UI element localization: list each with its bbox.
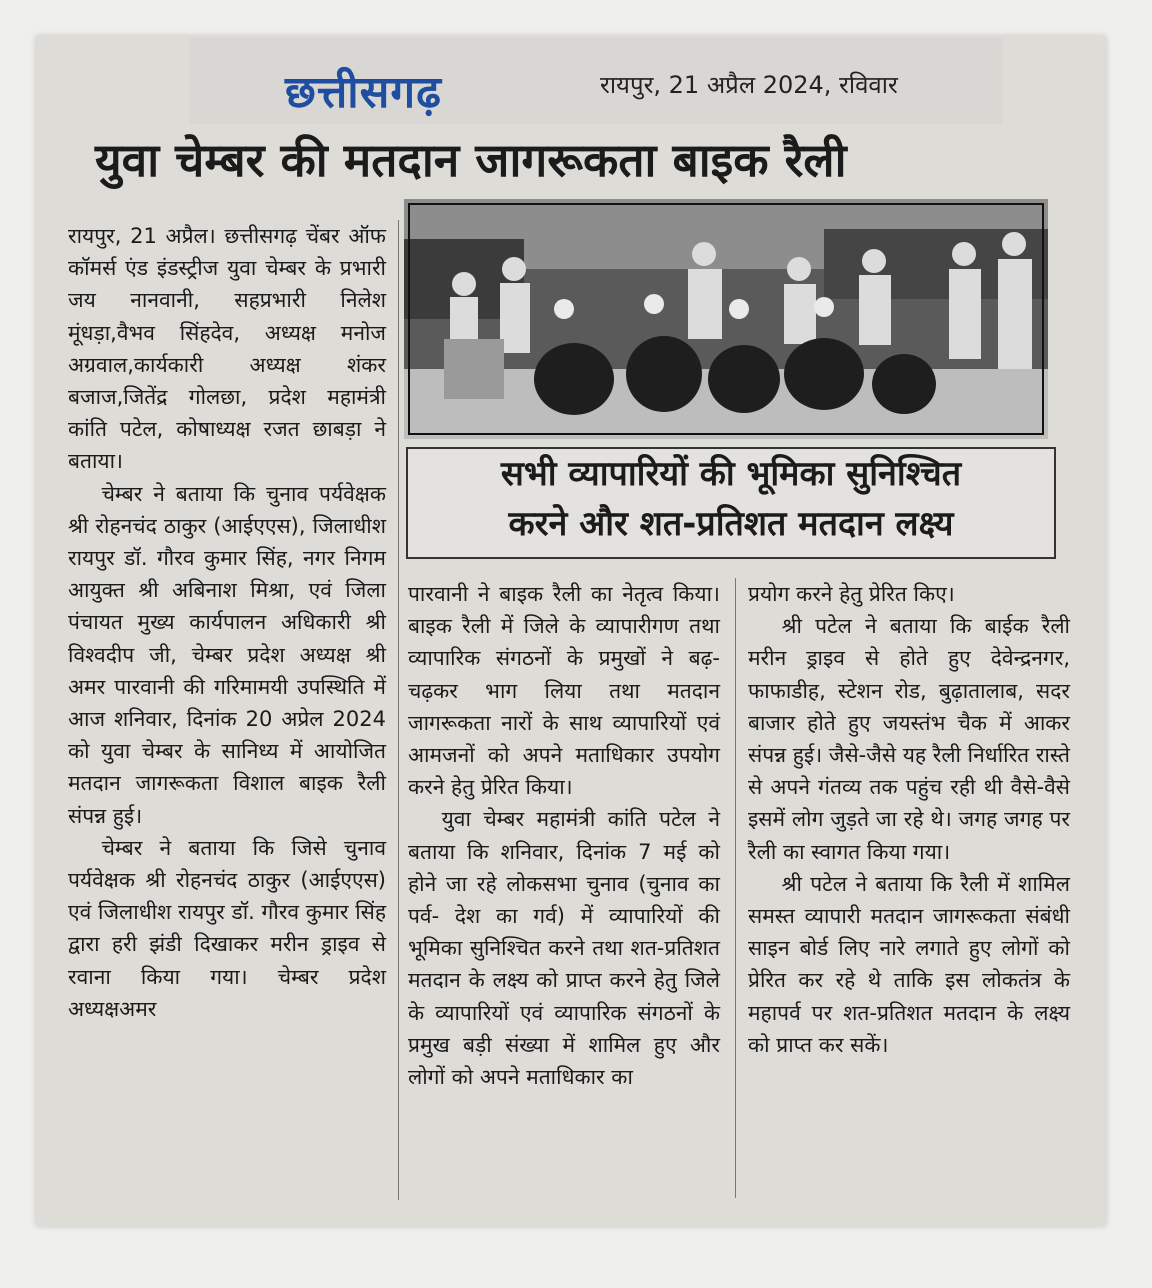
rally-photo-image bbox=[404, 199, 1048, 439]
article-column-3 bbox=[748, 578, 1070, 1061]
paragraph: पारवानी ने बाइक रैली का नेतृत्व किया। बाइक रैली में जिले के व्यापारीगण तथा व्यापारिक संगठनों के प्रमुखों ने बढ़-चढ़कर भाग लिया तथा मतदान जागरूकता नारों के साथ व्यापारियों एवं आमजनों को अपने मताधिकार उपयोग करने हेतु प्रेरित किया। bbox=[408, 582, 720, 800]
paragraph: चेम्बर ने बताया कि चुनाव पर्यवेक्षक श्री रोहनचंद ठाकुर (आईएएस), जिलाधीश रायपुर डॉ. गौरव कुमार सिंह, नगर निगम आयुक्त श्री अबिनाश मिश्रा, एवं जिला पंचायत मुख्य कार्यपालन अधिकारी श्री विश्वदीप जी, चेम्बर प्रदेश अध्यक्ष श्री अमर पारवानी की गरिमामयी उपस्थिति में आज शनिवार, दिनांक 20 अप्रेल 2024 को युवा चेम्बर के सानिध्य में आयोजित मतदान जागरूकता विशाल बाइक रैली संपन्न हुई। bbox=[68, 481, 386, 828]
article-column-2 bbox=[408, 578, 720, 1093]
paragraph: श्री पटेल ने बताया कि रैली में शामिल समस्त व्यापारी मतदान जागरूकता संबंधी साइन बोर्ड लिए नारे लगाते हुए लोगों को प्रेरित कर रहे थे ताकि इस लोकतंत्र के महापर्व पर शत-प्रतिशत मतदान के लक्ष्य को प्राप्त कर सकें। bbox=[748, 871, 1070, 1057]
paragraph: युवा चेम्बर महामंत्री कांति पटेल ने बताया कि शनिवार, दिनांक 7 मई को होने जा रहे लोकसभा चुनाव (चुनाव का पर्व- देश का गर्व) में व्यापारियों की भूमिका सुनिश्चित करने तथा शत-प्रतिशत मतदान के लक्ष्य को प्राप्त करने हेतु जिले के व्यापारियों एवं व्यापारिक संगठनों के प्रमुख बड़ी संख्या में शामिल हुए और लोगों को अपने मताधिकार का bbox=[408, 807, 720, 1090]
rally-photo bbox=[404, 199, 1048, 439]
column-divider bbox=[398, 220, 399, 1200]
paragraph: श्री पटेल ने बताया कि बाईक रैली मरीन ड्राइव से होते हुए देवेन्द्रनगर, फाफाडीह, स्टेशन रोड, बुढ़ातालाब, सदर बाजार होते हुए जयस्तंभ चैक में आकर संपन्न हुई। जैसे-जैसे यह रैली निर्धारित रास्ते से अपने गंतव्य तक पहुंच रही थी वैसे-वैसे इसमें लोग जुड़ते जा रहे थे। जगह जगह पर रैली का स्वागत किया गया। bbox=[748, 614, 1070, 864]
dateline: रायपुर, 21 अप्रैल 2024, रविवार bbox=[600, 71, 898, 99]
paragraph: प्रयोग करने हेतु प्रेरित किए। bbox=[748, 582, 955, 606]
article-subheadline bbox=[406, 447, 1056, 559]
article-headline: युवा चेम्बर की मतदान जागरूकता बाइक रैली bbox=[95, 133, 847, 187]
paragraph: रायपुर, 21 अप्रैल। छत्तीसगढ़ चेंबर ऑफ कॉमर्स एंड इंडस्ट्रीज युवा चेम्बर के प्रभारी जय नानवानी, सहप्रभारी निलेश मूंधड़ा,वैभव सिंहदेव, अध्यक्ष मनोज अग्रवाल,कार्यकारी अध्यक्ष शंकर बजाज,जितेंद्र गोलछा, प्रदेश महामंत्री कांति पटेल, कोषाध्यक्ष रजत छाबड़ा ने बताया। bbox=[68, 224, 386, 474]
paragraph: चेम्बर ने बताया कि जिसे चुनाव पर्यवेक्षक श्री रोहनचंद ठाकुर (आईएएस) एवं जिलाधीश रायपुर डॉ. गौरव कुमार सिंह द्वारा हरी झंडी दिखाकर मरीन ड्राइव से रवाना किया गया। चेम्बर प्रदेश अध्यक्षअमर bbox=[68, 835, 386, 1021]
newspaper-name: छत्तीसगढ़ bbox=[285, 67, 442, 118]
subheadline-line-2: करने और शत-प्रतिशत मतदान लक्ष्य bbox=[508, 504, 954, 544]
column-divider bbox=[735, 578, 736, 1198]
article-column-1 bbox=[68, 220, 386, 1025]
subheadline-line-1: सभी व्यापारियों की भूमिका सुनिश्चित bbox=[500, 454, 962, 494]
